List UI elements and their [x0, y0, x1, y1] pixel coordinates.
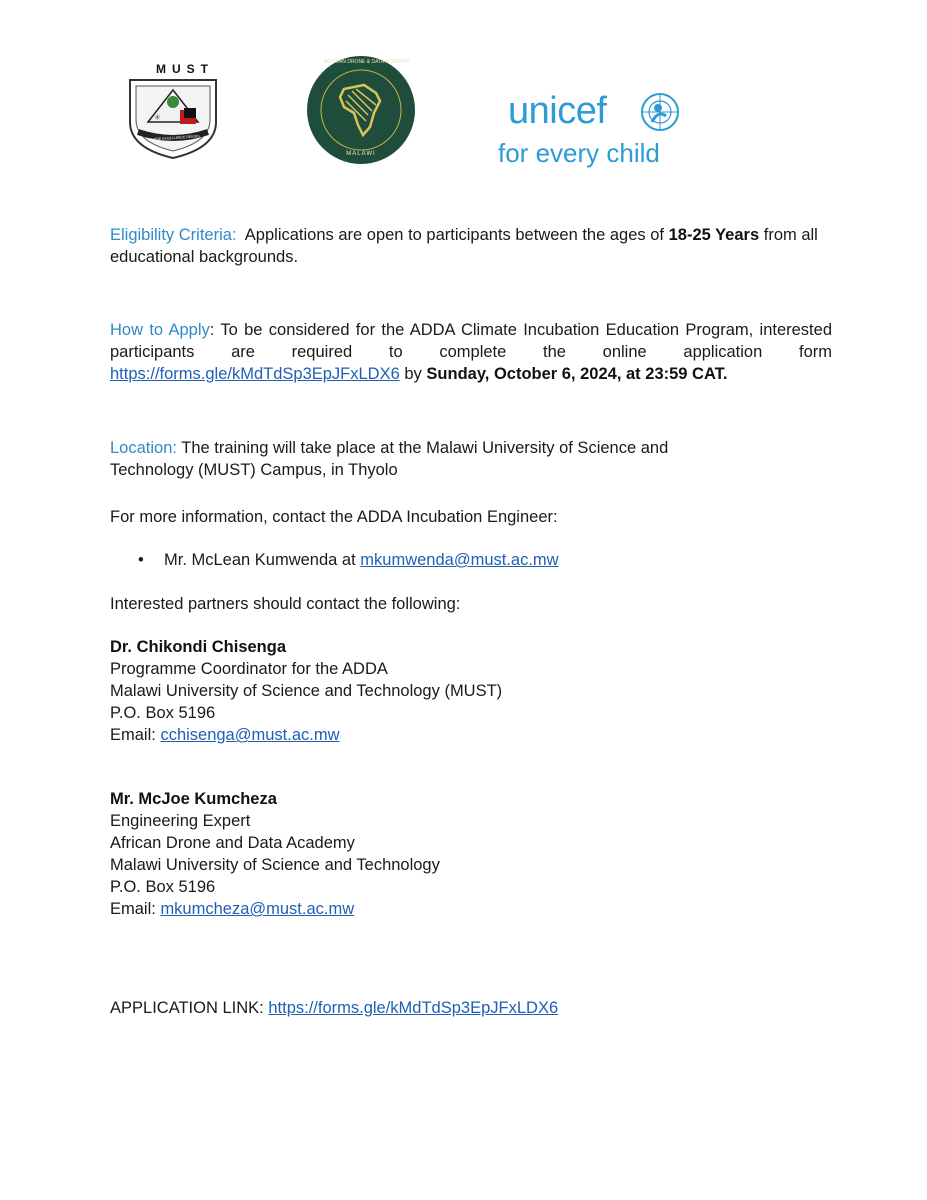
application-deadline: Sunday, October 6, 2024, at 23:59 CAT. [426, 365, 728, 383]
application-link-label: APPLICATION LINK: [110, 999, 264, 1017]
eligibility-label: Eligibility Criteria: [110, 226, 237, 244]
contact-2-email-link[interactable]: mkumcheza@must.ac.mw [160, 900, 355, 918]
adda-ring-text: AFRICAN DRONE & DATA ACADEMY [324, 59, 410, 65]
more-info-text: For more information, contact the ADDA Incubation Engineer: [110, 508, 558, 526]
mkumwenda-email-link[interactable]: mkumwenda@must.ac.mw [360, 551, 559, 569]
eligibility-text-a: Applications are open to participants between the ages of [244, 226, 664, 244]
eligibility-section [110, 224, 832, 268]
how-to-apply-text-a: : To be considered for the ADDA Climate Incubation Education Program, interested participants are required to complete the online application form [110, 321, 832, 361]
contact-2-line3: Malawi University of Science and Technology [110, 856, 440, 874]
must-logo [118, 60, 228, 160]
contact-card-chisenga [110, 636, 832, 746]
how-to-apply-label: How to Apply [110, 321, 210, 339]
application-link-section [110, 997, 832, 1019]
contact-2-email-label: Email: [110, 900, 156, 918]
unicef-logo [498, 90, 693, 176]
eligibility-text-b: from all educational backgrounds. [110, 226, 818, 266]
unicef-wordmark: unicef [508, 90, 607, 132]
adda-logo [306, 55, 416, 165]
must-motto: WHERE EXCELLENCE REIGNS [148, 134, 200, 142]
bullet-dot-icon: • [138, 551, 144, 569]
unicef-emblem-icon [638, 90, 682, 134]
partners-intro: Interested partners should contact the following: [110, 595, 461, 613]
contact-2-line2: African Drone and Data Academy [110, 834, 355, 852]
contact-1-email-label: Email: [110, 726, 156, 744]
contact-1-line2: Malawi University of Science and Technology (MUST) [110, 682, 503, 700]
location-label: Location: [110, 439, 177, 457]
eligibility-age-range: 18-25 Years [668, 226, 760, 244]
contact-1-line1: Programme Coordinator for the ADDA [110, 660, 388, 678]
contact-2-name: Mr. McJoe Kumcheza [110, 790, 277, 808]
how-to-apply-section [110, 319, 832, 385]
adda-bottom-text: MALAWI [346, 151, 376, 157]
africa-map-icon [306, 55, 416, 165]
location-text: The training will take place at the Malawi University of Science and Technology (MUST) Campus, in Thyolo [110, 439, 669, 479]
location-section [110, 437, 750, 481]
contact-1-line3: P.O. Box 5196 [110, 704, 216, 722]
contact-2-line1: Engineering Expert [110, 812, 251, 830]
contact-1-name: Dr. Chikondi Chisenga [110, 638, 287, 656]
contact-2-line4: P.O. Box 5196 [110, 878, 216, 896]
svg-text:✳: ✳ [154, 113, 161, 122]
application-form-link[interactable]: https://forms.gle/kMdTdSp3EpJFxLDX6 [110, 365, 400, 383]
unicef-tagline: for every child [498, 138, 660, 168]
how-to-apply-text-b: by [404, 365, 422, 383]
contact-1-email-link[interactable]: cchisenga@must.ac.mw [160, 726, 340, 744]
contact-card-kumcheza [110, 788, 832, 920]
must-top-text: MUST [156, 62, 214, 76]
application-link-url[interactable]: https://forms.gle/kMdTdSp3EpJFxLDX6 [268, 999, 559, 1017]
bullet-contact-name: Mr. McLean Kumwenda at [164, 551, 356, 569]
